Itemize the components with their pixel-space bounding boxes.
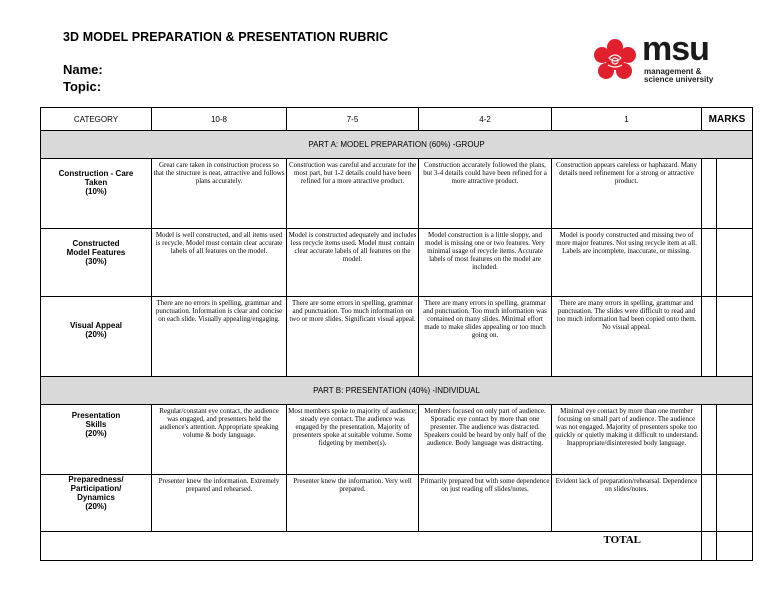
- marks-cell[interactable]: [717, 475, 753, 532]
- total-label: TOTAL: [41, 532, 702, 561]
- logo-subtitle-line2: science university: [644, 75, 714, 84]
- marks-cell[interactable]: [717, 229, 753, 297]
- marks-cell[interactable]: [717, 159, 753, 229]
- table-row: [41, 159, 753, 229]
- criteria-cell: There are many errors in spelling, grammar and punctuation. Too much information was contained on many slides. Minimal effort made to make slides appealing or too much going on.: [419, 297, 552, 377]
- total-row: [41, 532, 753, 561]
- criteria-cell: Regular/constant eye contact, the audience was engaged, and presenters held the audience's attention. Appropriate speaking volume & body language.: [152, 405, 287, 475]
- header-row: [41, 108, 753, 131]
- criteria-cell: Construction accurately followed the plans, but 3-4 details could have been refined for a more attractive product.: [419, 159, 552, 229]
- criteria-cell: Primarily prepared but with some dependence on just reading off slides/notes.: [419, 475, 552, 532]
- criteria-cell: There are many errors in spelling, grammar and punctuation. The slides were difficult to read and too much information had been copied onto them. No visual appeal.: [552, 297, 702, 377]
- page-title: 3D MODEL PREPARATION & PRESENTATION RUBRIC: [63, 30, 389, 44]
- header-score-7-5: 7-5: [287, 108, 419, 131]
- table-row: [41, 405, 753, 475]
- marks-cell[interactable]: [702, 475, 717, 532]
- section-part-a: [41, 131, 753, 159]
- rubric-table: [40, 107, 753, 561]
- criteria-cell: Members focused on only part of audience. Sporadic eye contact by more than one presenter. The audience was distracted. Speakers could be heard by only half of the audience. Body language was distracting.: [419, 405, 552, 475]
- criteria-cell: Model construction is a little sloppy, and model is missing one or two features. Very minimal usage of recycle items. Accurate labels of most features on the model are included.: [419, 229, 552, 297]
- criteria-cell: Presenter knew the information. Extremely prepared and rehearsed.: [152, 475, 287, 532]
- criteria-cell: Presenter knew the information. Very well prepared.: [287, 475, 419, 532]
- criteria-cell: Construction appears careless or haphazard. Many details need refinement for a strong or attractive product.: [552, 159, 702, 229]
- header-score-4-2: 4-2: [419, 108, 552, 131]
- header-marks: MARKS: [702, 108, 753, 131]
- flower-logo-icon: [592, 38, 638, 84]
- category-cell: Constructed Model Features (30%): [41, 229, 152, 297]
- marks-cell[interactable]: [717, 297, 753, 377]
- header-category: CATEGORY: [41, 108, 152, 131]
- msu-logo: [592, 30, 732, 88]
- name-label: Name:: [63, 62, 103, 77]
- marks-cell[interactable]: [702, 229, 717, 297]
- category-cell: Preparedness/ Participation/ Dynamics (20%): [41, 475, 152, 532]
- criteria-cell: Most members spoke to majority of audience; steady eye contact. The audience was engaged by the presentation. Majority of presenters spoke at suitable volume. Some fidgeting by member(s).: [287, 405, 419, 475]
- marks-cell[interactable]: [702, 405, 717, 475]
- marks-cell[interactable]: [702, 159, 717, 229]
- topic-label: Topic:: [63, 79, 102, 94]
- category-cell: Construction - Care Taken (10%): [41, 159, 152, 229]
- logo-subtitle: [644, 68, 713, 84]
- criteria-cell: Evident lack of preparation/rehearsal. Dependence on slides/notes.: [552, 475, 702, 532]
- criteria-cell: Model is poorly constructed and missing two of more major features. Not using recycle item at all. Labels are incomplete, inaccurate, or missing.: [552, 229, 702, 297]
- logo-wordmark: msu: [642, 30, 709, 68]
- criteria-cell: Minimal eye contact by more than one member focusing on small part of audience. The audience was not engaged. Majority of presenters spoke too quickly or quietly making it difficult to understand. Inappropriate/disinterested body language.: [552, 405, 702, 475]
- section-part-b-label: PART B: PRESENTATION (40%) -INDIVIDUAL: [41, 377, 753, 405]
- category-cell: Visual Appeal (20%): [41, 297, 152, 377]
- logo-subtitle-line1: management &: [644, 67, 702, 76]
- marks-cell[interactable]: [717, 405, 753, 475]
- section-part-b: [41, 377, 753, 405]
- section-part-a-label: PART A: MODEL PREPARATION (60%) -GROUP: [41, 131, 753, 159]
- criteria-cell: There are no errors in spelling, grammar and punctuation. Information is clear and concise on each slide. Visually appealing/engaging.: [152, 297, 287, 377]
- total-marks-cell[interactable]: [702, 532, 717, 561]
- category-cell: Presentation Skills (20%): [41, 405, 152, 475]
- header-score-10-8: 10-8: [152, 108, 287, 131]
- table-row: [41, 297, 753, 377]
- total-marks-cell[interactable]: [717, 532, 753, 561]
- criteria-cell: Construction was careful and accurate for the most part, but 1-2 details could have been refined for a more attractive product.: [287, 159, 419, 229]
- criteria-cell: Model is constructed adequately and includes less recycle items used. Model must contain clear accurate labels of all features on the model.: [287, 229, 419, 297]
- marks-cell[interactable]: [702, 297, 717, 377]
- table-row: [41, 229, 753, 297]
- header-score-1: 1: [552, 108, 702, 131]
- table-row: [41, 475, 753, 532]
- criteria-cell: Great care taken in construction process so that the structure is neat, attractive and follows plans accurately.: [152, 159, 287, 229]
- criteria-cell: Model is well constructed, and all items used is recycle. Model must contain clear accurate labels of all features on the model.: [152, 229, 287, 297]
- criteria-cell: There are some errors in spelling, grammar and punctuation. Too much information on two or more slides. Significant visual appeal.: [287, 297, 419, 377]
